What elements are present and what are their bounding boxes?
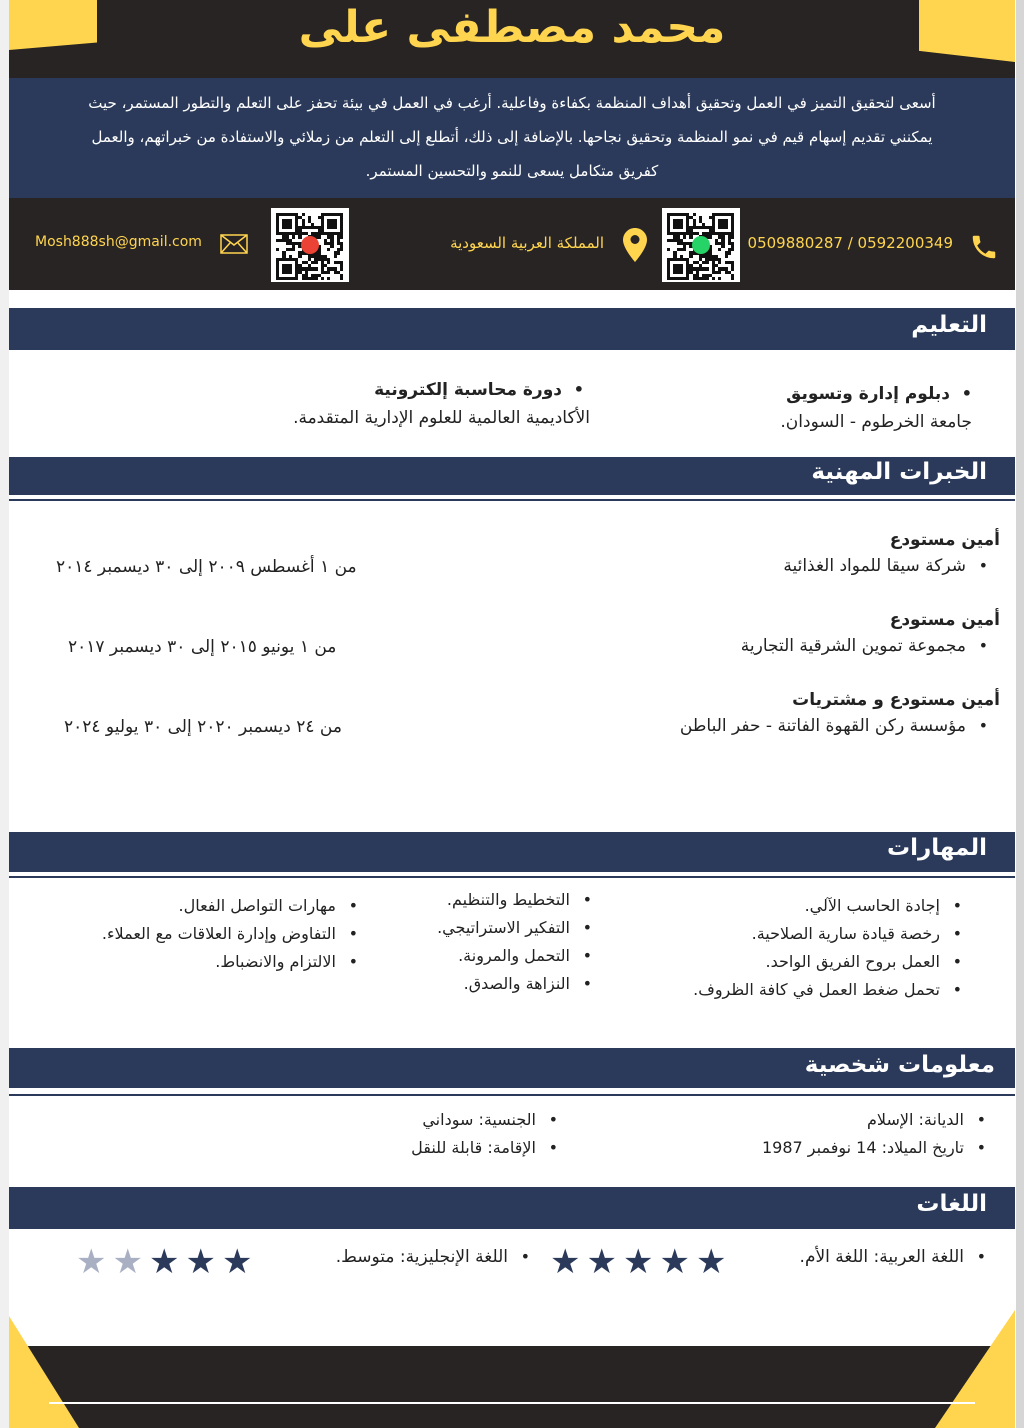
personal-title: معلومات شخصية — [804, 1052, 995, 1078]
header-bar — [9, 0, 1015, 78]
skills-rule — [9, 876, 1015, 878]
skill-item: • التخطيط والتنظيم. — [437, 886, 592, 914]
language-english — [336, 1247, 530, 1267]
rating-star: ★ — [221, 1242, 259, 1282]
rating-star: ★ — [550, 1242, 587, 1282]
job-company: • مؤسسة ركن القهوة الفاتنة - حفر الباطن — [680, 716, 988, 736]
skills-column-1 — [693, 892, 962, 1004]
personal-column-2 — [411, 1106, 558, 1162]
phone-icon — [969, 232, 999, 262]
skill-item: • التحمل والمرونة. — [437, 942, 592, 970]
personal-section-header — [9, 1048, 1015, 1088]
rating-star: ★ — [148, 1242, 186, 1282]
religion-item: • الديانة: الإسلام — [762, 1106, 986, 1134]
education-item-1 — [786, 384, 972, 404]
phone-numbers[interactable]: 0509880287 / 0592200349 — [747, 234, 953, 252]
skill-item: • الالتزام والانضباط. — [102, 948, 358, 976]
skills-column-2 — [437, 886, 592, 998]
job-company-list — [783, 556, 988, 576]
job-period: من ١ يونيو ٢٠١٥ إلى ٣٠ ديسمبر ٢٠١٧ — [68, 637, 337, 657]
experience-section-header — [9, 457, 1015, 495]
residence-item: • الإقامة: قابلة للنقل — [411, 1134, 558, 1162]
languages-title: اللغات — [916, 1191, 987, 1217]
footer-line — [49, 1402, 975, 1404]
language-label: • اللغة العربية: اللغة الأم. — [800, 1247, 986, 1267]
education-degree: • دورة محاسبة إلكترونية — [374, 380, 584, 400]
rating-star: ★ — [112, 1242, 149, 1282]
education-title: التعليم — [911, 312, 987, 338]
contact-bar — [9, 198, 1015, 290]
summary-text: أسعى لتحقيق التميز في العمل وتحقيق أهداف المنظمة بكفاءة وفاعلية. أرغب في العمل في بيئة تحفز على التعلم والتطور المستمر، حيث يمكنني تقديم إسهام قيم في نمو المنظمة وتحقيق نجاحها. بالإضافة إلى ذلك، أتطلع إلى التعلم من زملائي والاستفادة من خبراتهم، والعمل كفريق متكامل يسعى للنمو والتحسين المستمر. — [88, 94, 936, 180]
experience-rule — [9, 499, 1015, 501]
experience-title: الخبرات المهنية — [811, 459, 987, 485]
education-institution: الأكاديمية العالمية للعلوم الإدارية المتقدمة. — [293, 408, 590, 428]
skill-item: • التفكير الاستراتيجي. — [437, 914, 592, 942]
skills-column-3 — [102, 892, 358, 976]
footer-accent-left — [9, 1316, 79, 1428]
job-company: • شركة سيقا للمواد الغذائية — [783, 556, 988, 576]
person-name: محمد مصطفى على — [298, 2, 726, 53]
skill-item: • العمل بروح الفريق الواحد. — [693, 948, 962, 976]
skill-item: • تحمل ضغط العمل في كافة الظروف. — [693, 976, 962, 1004]
personal-column-1 — [762, 1106, 986, 1162]
page-right-edge — [1016, 0, 1024, 1428]
rating-star: ★ — [76, 1242, 113, 1282]
envelope-icon — [220, 234, 248, 254]
birthdate-item: • تاريخ الميلاد: 14 نوفمبر 1987 — [762, 1134, 986, 1162]
job-company-list — [741, 636, 988, 656]
job-period: من ٢٤ ديسمبر ٢٠٢٠ إلى ٣٠ يوليو ٢٠٢٤ — [64, 717, 342, 737]
job-period: من ١ أغسطس ٢٠٠٩ إلى ٣٠ ديسمبر ٢٠١٤ — [56, 557, 357, 577]
language-arabic — [800, 1247, 986, 1267]
rating-star: ★ — [622, 1242, 660, 1282]
rating-star: ★ — [695, 1242, 733, 1282]
qr-logo-icon — [692, 236, 710, 254]
languages-section-header — [9, 1187, 1015, 1229]
language-label: • اللغة الإنجليزية: متوسط. — [336, 1247, 530, 1267]
rating-star: ★ — [659, 1242, 696, 1282]
job-role: أمين مستودع — [889, 530, 1000, 550]
education-institution: جامعة الخرطوم - السودان. — [780, 412, 972, 432]
skill-item: • إجادة الحاسب الآلي. — [693, 892, 962, 920]
arabic-rating-stars — [550, 1242, 732, 1282]
personal-rule — [9, 1094, 1015, 1096]
footer-bar — [9, 1346, 1015, 1428]
skill-item: • التفاوض وإدارة العلاقات مع العملاء. — [102, 920, 358, 948]
page-left-edge — [0, 0, 9, 1428]
job-company-list — [680, 716, 988, 736]
english-rating-stars — [76, 1242, 258, 1282]
location-pin-icon — [623, 228, 647, 262]
whatsapp-qr-code[interactable] — [662, 208, 740, 282]
education-item-2 — [374, 380, 584, 400]
skills-title: المهارات — [887, 835, 987, 861]
job-role: أمين مستودع — [889, 610, 1000, 630]
education-degree: • دبلوم إدارة وتسويق — [786, 384, 972, 404]
skill-item: • مهارات التواصل الفعال. — [102, 892, 358, 920]
rating-star: ★ — [185, 1242, 222, 1282]
qr-logo-icon — [301, 236, 319, 254]
skill-item: • رخصة قيادة سارية الصلاحية. — [693, 920, 962, 948]
nationality-item: • الجنسية: سوداني — [411, 1106, 558, 1134]
email-address[interactable]: Mosh888sh@gmail.com — [35, 234, 202, 250]
footer-accent-right — [935, 1310, 1015, 1428]
rating-star: ★ — [586, 1242, 623, 1282]
job-role: أمين مستودع و مشتريات — [792, 690, 1000, 710]
skills-section-header — [9, 832, 1015, 872]
job-company: • مجموعة تموين الشرقية التجارية — [741, 636, 988, 656]
email-qr-code[interactable] — [271, 208, 349, 282]
skill-item: • النزاهة والصدق. — [437, 970, 592, 998]
location-text: المملكة العربية السعودية — [450, 234, 604, 252]
summary-block — [9, 78, 1015, 198]
education-section-header — [9, 308, 1015, 350]
